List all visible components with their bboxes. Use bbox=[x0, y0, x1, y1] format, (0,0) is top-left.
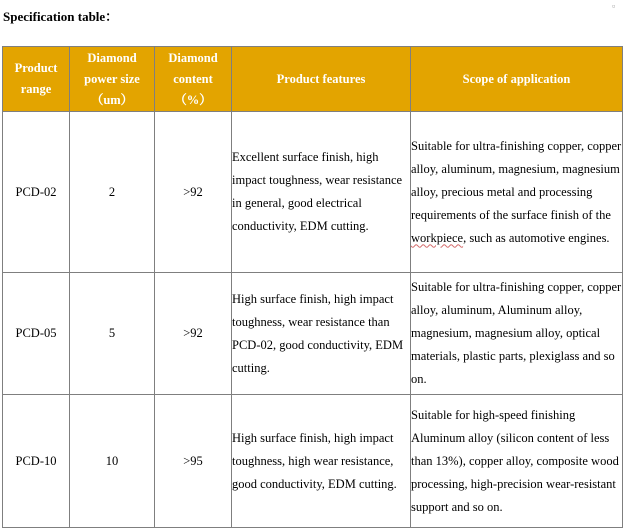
cell-scope-text-end: , such as automotive engines. bbox=[463, 230, 610, 245]
cell-scope-text: Suitable for ultra-finishing copper, copper alloy, aluminum, magnesium, magnesium alloy, precious metal and processing requirements of the surface finish of the bbox=[411, 138, 622, 222]
header-diamond-content-line2: content bbox=[173, 71, 213, 86]
cell-size: 2 bbox=[70, 112, 155, 273]
header-diamond-size-line1: Diamond bbox=[87, 50, 137, 65]
header-product-range-label: Product range bbox=[14, 61, 58, 96]
cell-features: High surface finish, high impact toughness, high wear resistance, good conductivity, EDM cutting. bbox=[232, 395, 411, 528]
cell-scope: Suitable for ultra-finishing copper, copper alloy, aluminum, Aluminum alloy, magnesium, magnesium alloy, optical materials, plastic parts, plexiglass and so on. bbox=[411, 273, 623, 395]
cell-product: PCD-10 bbox=[3, 395, 70, 528]
table-row bbox=[3, 395, 623, 528]
header-scope bbox=[411, 47, 623, 112]
cell-size: 10 bbox=[70, 395, 155, 528]
header-diamond-size-line3: （um） bbox=[90, 92, 134, 107]
header-product-range bbox=[3, 47, 70, 112]
table-header-row bbox=[3, 47, 623, 112]
header-diamond-content-line3: （%） bbox=[174, 92, 212, 107]
cell-content: >92 bbox=[155, 112, 232, 273]
cell-features: Excellent surface finish, high impact toughness, wear resistance in general, good electrical conductivity, EDM cutting. bbox=[232, 112, 411, 273]
header-diamond-content-line1: Diamond bbox=[168, 50, 218, 65]
header-diamond-size-line2: power size bbox=[84, 71, 140, 86]
corner-mark-icon: ▫ bbox=[612, 1, 616, 11]
cell-product: PCD-05 bbox=[3, 273, 70, 395]
cell-product: PCD-02 bbox=[3, 112, 70, 273]
cell-content: >92 bbox=[155, 273, 232, 395]
cell-features: High surface finish, high impact toughness, wear resistance than PCD-02, good conductivity, EDM cutting. bbox=[232, 273, 411, 395]
header-scope-label: Scope of application bbox=[462, 71, 571, 86]
cell-content: >95 bbox=[155, 395, 232, 528]
header-product-features bbox=[232, 47, 411, 112]
header-diamond-content bbox=[155, 47, 232, 112]
cell-scope bbox=[411, 112, 623, 273]
header-diamond-size bbox=[70, 47, 155, 112]
cell-scope-underlined: workpiece bbox=[411, 230, 464, 245]
table-row bbox=[3, 273, 623, 395]
table-row bbox=[3, 112, 623, 273]
header-product-features-label: Product features bbox=[276, 71, 366, 86]
cell-scope: Suitable for high-speed finishing Aluminum alloy (silicon content of less than 13%), copper alloy, composite wood processing, high-precision wear-resistant support and so on. bbox=[411, 395, 623, 528]
specification-table bbox=[2, 46, 623, 528]
cell-size: 5 bbox=[70, 273, 155, 395]
page-title: Specification table： bbox=[3, 9, 119, 24]
